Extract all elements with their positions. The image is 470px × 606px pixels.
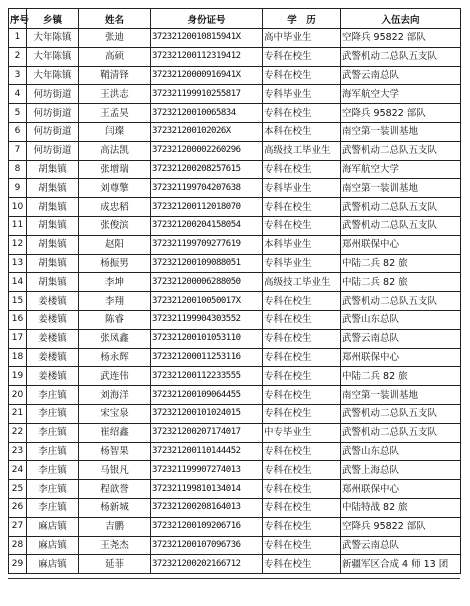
table-row: [9, 216, 461, 235]
cell-id-number: 372321199904303552: [151, 310, 263, 329]
cell-name: 杨振男: [79, 254, 151, 273]
table-row: [9, 329, 461, 348]
cell-town: 何坊街道: [27, 141, 79, 160]
table-row: [9, 198, 461, 217]
cell-destination: 武警机动二总队五支队: [341, 47, 461, 66]
cell-id-number: 372321200109088051: [151, 254, 263, 273]
cell-index: 12: [9, 235, 27, 254]
header-name: 姓名: [79, 9, 151, 29]
cell-id-number: 372321200006288050: [151, 273, 263, 292]
cell-id-number: 37232120010050017X: [151, 292, 263, 311]
cell-education: 专科在校生: [263, 386, 341, 405]
cell-index: 27: [9, 517, 27, 536]
cell-id-number: 372321199910255817: [151, 85, 263, 104]
cell-index: 1: [9, 29, 27, 48]
cell-name: 杨智果: [79, 442, 151, 461]
cell-education: 专科在校生: [263, 536, 341, 555]
cell-index: 29: [9, 555, 27, 574]
cell-education: 专科在校生: [263, 498, 341, 517]
cell-index: 11: [9, 216, 27, 235]
cell-destination: 武警云南总队: [341, 329, 461, 348]
cell-name: 宋宝泉: [79, 404, 151, 423]
cell-name: 程歆誉: [79, 480, 151, 499]
cell-name: 陈睿: [79, 310, 151, 329]
cell-destination: 武警云南总队: [341, 66, 461, 85]
cell-name: 高硕: [79, 47, 151, 66]
cell-id-number: 372321200107096736: [151, 536, 263, 555]
cell-education: 专科在校生: [263, 216, 341, 235]
page-footer-rule: [8, 578, 460, 579]
cell-name: 成忠稻: [79, 198, 151, 217]
header-index: 序号: [9, 9, 27, 29]
cell-destination: 南空第一装训基地: [341, 386, 461, 405]
cell-id-number: 372321200204158054: [151, 216, 263, 235]
cell-id-number: 372321199907274013: [151, 461, 263, 480]
cell-destination: 武警山东总队: [341, 310, 461, 329]
cell-education: 高级技工毕业生: [263, 273, 341, 292]
cell-name: 刘尊擎: [79, 179, 151, 198]
cell-index: 21: [9, 404, 27, 423]
table-row: [9, 517, 461, 536]
cell-index: 20: [9, 386, 27, 405]
cell-town: 麻店镇: [27, 555, 79, 574]
table-row: [9, 29, 461, 48]
cell-education: 专科在校生: [263, 517, 341, 536]
table-row: [9, 104, 461, 123]
cell-town: 大年陈镇: [27, 66, 79, 85]
cell-destination: 郑州联保中心: [341, 480, 461, 499]
cell-town: 胡集镇: [27, 160, 79, 179]
cell-education: 专科在校生: [263, 367, 341, 386]
cell-destination: 海军航空大学: [341, 85, 461, 104]
cell-education: 专科在校生: [263, 348, 341, 367]
cell-education: 专科在校生: [263, 47, 341, 66]
header-destination: 入伍去向: [341, 9, 461, 29]
cell-education: 专科在校生: [263, 461, 341, 480]
cell-destination: 空降兵 95822 部队: [341, 29, 461, 48]
cell-town: 大年陈镇: [27, 47, 79, 66]
table-row: [9, 310, 461, 329]
table-row: [9, 179, 461, 198]
cell-destination: 武警机动二总队五支队: [341, 292, 461, 311]
cell-town: 大年陈镇: [27, 29, 79, 48]
cell-destination: 武警机动二总队五支队: [341, 198, 461, 217]
cell-town: 姜楼镇: [27, 329, 79, 348]
cell-index: 15: [9, 292, 27, 311]
cell-index: 13: [9, 254, 27, 273]
cell-index: 23: [9, 442, 27, 461]
cell-id-number: 372321200207174017: [151, 423, 263, 442]
table-row: [9, 386, 461, 405]
cell-education: 专科在校生: [263, 310, 341, 329]
cell-education: 专科在校生: [263, 480, 341, 499]
cell-destination: 郑州联保中心: [341, 235, 461, 254]
cell-name: 武连伟: [79, 367, 151, 386]
cell-town: 何坊街道: [27, 104, 79, 123]
cell-name: 刘海洋: [79, 386, 151, 405]
cell-name: 王洪志: [79, 85, 151, 104]
cell-index: 4: [9, 85, 27, 104]
cell-town: 胡集镇: [27, 198, 79, 217]
cell-id-number: 372321199704207638: [151, 179, 263, 198]
cell-town: 胡集镇: [27, 235, 79, 254]
cell-town: 麻店镇: [27, 517, 79, 536]
cell-education: 专科毕业生: [263, 254, 341, 273]
cell-id-number: 372321200112319412: [151, 47, 263, 66]
header-education: 学 历: [263, 9, 341, 29]
cell-index: 3: [9, 66, 27, 85]
cell-education: 专科在校生: [263, 198, 341, 217]
cell-id-number: 372321200208164013: [151, 498, 263, 517]
cell-destination: 武警上海总队: [341, 461, 461, 480]
cell-id-number: 37232120000916941X: [151, 66, 263, 85]
cell-index: 2: [9, 47, 27, 66]
cell-town: 何坊街道: [27, 85, 79, 104]
cell-id-number: 37232120010065834: [151, 104, 263, 123]
cell-name: 杨新城: [79, 498, 151, 517]
cell-id-number: 372321200112233555: [151, 367, 263, 386]
cell-name: 吉鹏: [79, 517, 151, 536]
table-row: [9, 367, 461, 386]
cell-index: 22: [9, 423, 27, 442]
cell-education: 专科在校生: [263, 104, 341, 123]
table-row: [9, 292, 461, 311]
cell-index: 9: [9, 179, 27, 198]
cell-education: 本科毕业生: [263, 235, 341, 254]
cell-town: 胡集镇: [27, 216, 79, 235]
cell-destination: 南空第一装训基地: [341, 179, 461, 198]
cell-name: 李翔: [79, 292, 151, 311]
enlistment-table: [8, 8, 461, 574]
cell-town: 李庄镇: [27, 423, 79, 442]
cell-town: 姜楼镇: [27, 310, 79, 329]
cell-id-number: 372321199810134014: [151, 480, 263, 499]
cell-town: 李庄镇: [27, 498, 79, 517]
header-id-number: 身份证号: [151, 9, 263, 29]
cell-id-number: 372321200101053110: [151, 329, 263, 348]
cell-town: 姜楼镇: [27, 292, 79, 311]
cell-name: 王孟昊: [79, 104, 151, 123]
table-row: [9, 480, 461, 499]
cell-id-number: 372321200011253116: [151, 348, 263, 367]
cell-name: 杨永辉: [79, 348, 151, 367]
header-town: 乡镇: [27, 9, 79, 29]
cell-name: 崔绍鑫: [79, 423, 151, 442]
cell-education: 专科在校生: [263, 555, 341, 574]
cell-index: 19: [9, 367, 27, 386]
table-row: [9, 235, 461, 254]
cell-name: 延菲: [79, 555, 151, 574]
cell-name: 高法凯: [79, 141, 151, 160]
cell-education: 专科在校生: [263, 442, 341, 461]
cell-town: 何坊街道: [27, 122, 79, 141]
table-row: [9, 273, 461, 292]
cell-town: 李庄镇: [27, 442, 79, 461]
cell-index: 26: [9, 498, 27, 517]
cell-id-number: 372321200112018070: [151, 198, 263, 217]
cell-id-number: 372321199709277619: [151, 235, 263, 254]
cell-destination: 新疆军区合成 4 师 13 团: [341, 555, 461, 574]
cell-education: 中专毕业生: [263, 423, 341, 442]
cell-index: 7: [9, 141, 27, 160]
cell-index: 17: [9, 329, 27, 348]
cell-name: 赵阳: [79, 235, 151, 254]
cell-town: 李庄镇: [27, 461, 79, 480]
table-row: [9, 141, 461, 160]
cell-town: 胡集镇: [27, 254, 79, 273]
table-row: [9, 47, 461, 66]
cell-id-number: 372321200002260296: [151, 141, 263, 160]
cell-destination: 中陆二兵 82 旅: [341, 367, 461, 386]
cell-name: 李坤: [79, 273, 151, 292]
cell-town: 李庄镇: [27, 480, 79, 499]
table-row: [9, 555, 461, 574]
cell-destination: 武警山东总队: [341, 442, 461, 461]
cell-index: 6: [9, 122, 27, 141]
table-row: [9, 122, 461, 141]
table-row: [9, 348, 461, 367]
cell-destination: 海军航空大学: [341, 160, 461, 179]
cell-id-number: 372321200109206716: [151, 517, 263, 536]
cell-destination: 空降兵 95822 部队: [341, 104, 461, 123]
cell-id-number: 372321200208257615: [151, 160, 263, 179]
cell-education: 专科在校生: [263, 292, 341, 311]
cell-index: 28: [9, 536, 27, 555]
cell-id-number: 372321200102026X: [151, 122, 263, 141]
cell-name: 张增瑞: [79, 160, 151, 179]
cell-name: 张俊滨: [79, 216, 151, 235]
cell-destination: 中陆特战 82 旅: [341, 498, 461, 517]
cell-town: 麻店镇: [27, 536, 79, 555]
table-row: [9, 461, 461, 480]
cell-town: 姜楼镇: [27, 348, 79, 367]
cell-destination: 中陆二兵 82 旅: [341, 254, 461, 273]
cell-destination: 武警机动二总队五支队: [341, 423, 461, 442]
cell-town: 胡集镇: [27, 273, 79, 292]
cell-index: 18: [9, 348, 27, 367]
cell-name: 马银凡: [79, 461, 151, 480]
cell-index: 10: [9, 198, 27, 217]
cell-name: 张迪: [79, 29, 151, 48]
cell-id-number: 372321200110144452: [151, 442, 263, 461]
cell-index: 24: [9, 461, 27, 480]
cell-education: 高中毕业生: [263, 29, 341, 48]
cell-education: 专科毕业生: [263, 179, 341, 198]
cell-destination: 武警机动二总队五支队: [341, 141, 461, 160]
cell-education: 专科在校生: [263, 329, 341, 348]
cell-name: 闫璨: [79, 122, 151, 141]
cell-town: 姜楼镇: [27, 367, 79, 386]
cell-index: 25: [9, 480, 27, 499]
table-row: [9, 66, 461, 85]
cell-id-number: 372321200109064455: [151, 386, 263, 405]
cell-id-number: 37232120010815941X: [151, 29, 263, 48]
table-row: [9, 85, 461, 104]
cell-education: 专科在校生: [263, 160, 341, 179]
cell-town: 胡集镇: [27, 179, 79, 198]
cell-destination: 武警机动二总队五支队: [341, 404, 461, 423]
table-row: [9, 404, 461, 423]
table-row: [9, 254, 461, 273]
table-header-row: [9, 9, 461, 29]
cell-name: 王尧杰: [79, 536, 151, 555]
cell-name: 鞘清铎: [79, 66, 151, 85]
table-row: [9, 536, 461, 555]
cell-destination: 南空第一装训基地: [341, 122, 461, 141]
cell-town: 李庄镇: [27, 404, 79, 423]
cell-town: 李庄镇: [27, 386, 79, 405]
cell-destination: 郑州联保中心: [341, 348, 461, 367]
cell-destination: 中陆二兵 82 旅: [341, 273, 461, 292]
cell-destination: 武警机动二总队五支队: [341, 216, 461, 235]
cell-id-number: 372321200101024015: [151, 404, 263, 423]
cell-destination: 武警云南总队: [341, 536, 461, 555]
table-body: [9, 29, 461, 574]
table-row: [9, 442, 461, 461]
cell-education: 高级技工毕业生: [263, 141, 341, 160]
cell-id-number: 372321200202166712: [151, 555, 263, 574]
cell-name: 张凤鑫: [79, 329, 151, 348]
cell-education: 专科毕业生: [263, 85, 341, 104]
cell-destination: 空降兵 95822 部队: [341, 517, 461, 536]
cell-index: 14: [9, 273, 27, 292]
table-row: [9, 498, 461, 517]
cell-index: 5: [9, 104, 27, 123]
table-row: [9, 160, 461, 179]
cell-education: 专科在校生: [263, 404, 341, 423]
cell-education: 专科在校生: [263, 66, 341, 85]
table-row: [9, 423, 461, 442]
roster-page: [8, 8, 460, 574]
cell-education: 本科在校生: [263, 122, 341, 141]
cell-index: 8: [9, 160, 27, 179]
cell-index: 16: [9, 310, 27, 329]
